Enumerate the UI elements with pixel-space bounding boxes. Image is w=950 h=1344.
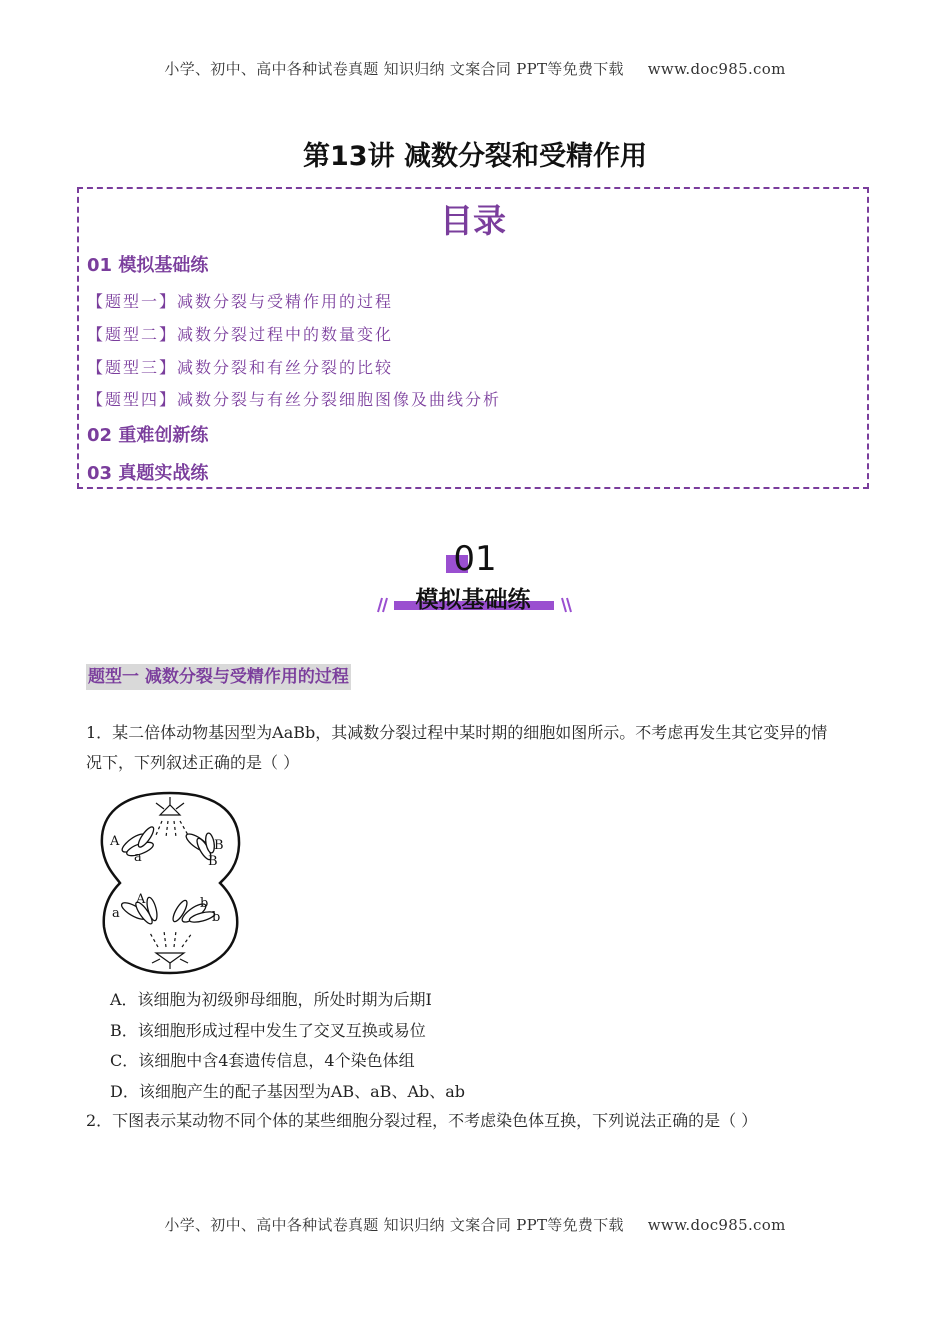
header-url[interactable]: www.doc985.com [647, 60, 786, 78]
toc-subitem-4[interactable]: 【题型四】减数分裂与有丝分裂细胞图像及曲线分析 [87, 390, 502, 409]
allele-label: B [208, 854, 218, 869]
question-2-text [86, 1106, 876, 1136]
question-1-text [86, 718, 876, 778]
question-1-option-a[interactable]: A．该细胞为初级卵母细胞，所处时期为后期Ⅰ [110, 990, 432, 1009]
cell-membrane [102, 793, 239, 973]
chromosomes-lower-right [171, 899, 216, 926]
toc-subitem-2[interactable]: 【题型二】减数分裂过程中的数量变化 [87, 325, 394, 344]
toc-section-01[interactable]: 01 模拟基础练 [87, 255, 209, 276]
bottom-spindle [150, 931, 192, 969]
question-1-line-1: 1．某二倍体动物基因型为AaBb，其减数分裂过程中某时期的细胞如图所示。不考虑再发生其它变异的情 [86, 723, 828, 742]
toc-heading: 目录 [440, 201, 506, 240]
banner-right-slashes [562, 598, 571, 612]
top-spindle [156, 797, 188, 837]
question-1-option-b[interactable]: B．该细胞形成过程中发生了交叉互换或易位 [110, 1021, 426, 1040]
section-banner [370, 538, 580, 620]
footer-url[interactable]: www.doc985.com [647, 1216, 786, 1234]
allele-label: b [200, 896, 209, 911]
table-of-contents [77, 187, 869, 489]
page-title: 第13讲 减数分裂和受精作用 [303, 141, 647, 172]
page-header [0, 58, 950, 79]
question-1-option-d[interactable]: D．该细胞产生的配子基因型为AB、aB、Ab、ab [110, 1082, 466, 1101]
toc-subitem-1[interactable]: 【题型一】减数分裂与受精作用的过程 [87, 292, 394, 311]
question-1-option-c[interactable]: C．该细胞中含4套遗传信息，4个染色体组 [110, 1051, 415, 1070]
question-2-line-1: 2．下图表示某动物不同个体的某些细胞分裂过程，不考虑染色体互换，下列说法正确的是（ ） [86, 1111, 758, 1130]
toc-subitem-3[interactable]: 【题型三】减数分裂和有丝分裂的比较 [87, 358, 394, 377]
header-text: 小学、初中、高中各种试卷真题 知识归纳 文案合同 PPT等免费下载 [164, 60, 624, 78]
banner-left-slashes [378, 598, 387, 612]
page-footer [0, 1214, 950, 1235]
footer-text: 小学、初中、高中各种试卷真题 知识归纳 文案合同 PPT等免费下载 [164, 1216, 624, 1234]
allele-label: a [112, 906, 120, 921]
cell-diagram [98, 787, 243, 977]
allele-label: a [134, 850, 142, 865]
banner-label: 模拟基础练 [415, 587, 531, 613]
allele-label: A [110, 834, 120, 849]
allele-label: b [212, 910, 221, 925]
allele-label: A [136, 892, 146, 907]
banner-number: 01 [453, 539, 497, 579]
question-1-line-2: 况下，下列叙述正确的是（ ） [86, 753, 300, 772]
toc-section-03[interactable]: 03 真题实战练 [87, 463, 209, 484]
section-label: 题型一 减数分裂与受精作用的过程 [86, 664, 351, 690]
toc-section-02[interactable]: 02 重难创新练 [87, 425, 209, 446]
allele-label: B [214, 838, 224, 853]
